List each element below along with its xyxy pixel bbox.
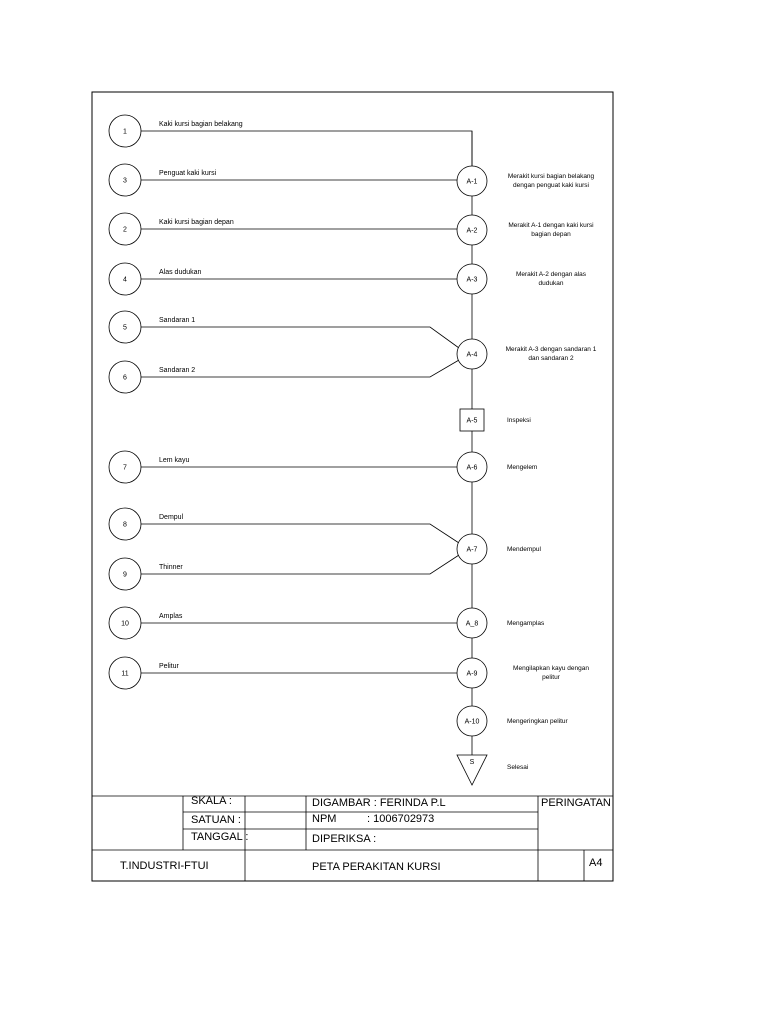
- component-label: Thinner: [159, 564, 183, 571]
- component-number: 5: [123, 324, 127, 332]
- component-number: 9: [123, 571, 127, 579]
- operation-description: Selesai: [507, 764, 529, 771]
- operation-node: [457, 452, 537, 482]
- satuan-label: SATUAN :: [191, 814, 241, 826]
- operation-node: [457, 658, 589, 688]
- operation-code: A-1: [466, 178, 478, 186]
- operation-description: Merakit A-3 dengan sandaran 1: [505, 346, 597, 353]
- tanggal-label: TANGGAL :: [191, 831, 249, 843]
- operation-description: dudukan: [538, 280, 564, 287]
- npm-value: : 1006702973: [367, 813, 435, 825]
- operation-description: Inspeksi: [507, 417, 531, 424]
- operation-node: [457, 166, 595, 196]
- operation-node: [457, 608, 545, 638]
- operation-code: A-9: [466, 670, 478, 678]
- component-number: 4: [123, 276, 127, 284]
- paper-size: A4: [589, 857, 603, 869]
- operation-node: [457, 264, 587, 294]
- operation-description: Merakit kursi bagian belakang: [507, 173, 595, 180]
- operation-code: A_8: [465, 620, 479, 628]
- diperiksa-label: DIPERIKSA :: [312, 833, 377, 845]
- operation-description: Mengeringkan pelitur: [507, 718, 568, 725]
- operation-code: A-7: [466, 546, 478, 554]
- component-number: 2: [123, 226, 127, 234]
- skala-label: SKALA :: [191, 795, 232, 807]
- operation-description: Mengamplas: [507, 620, 545, 627]
- component-number: 8: [123, 521, 127, 529]
- operation-description: Mengelem: [507, 464, 538, 471]
- operation-description: dan sandaran 2: [528, 355, 574, 362]
- operation-code: S: [469, 759, 475, 766]
- component-label: Dempul: [159, 514, 184, 521]
- operation-description: Merakit A-2 dengan alas: [515, 271, 587, 278]
- component-label: Sandaran 1: [159, 317, 196, 324]
- component-number: 6: [123, 374, 127, 382]
- institution-label: T.INDUSTRI-FTUI: [120, 860, 209, 872]
- operation-node: [457, 755, 528, 785]
- operation-description: Mengilapkan kayu dengan: [513, 665, 589, 672]
- operation-node: [457, 339, 597, 369]
- operation-description: Mendempul: [507, 546, 541, 553]
- component-number: 7: [123, 464, 127, 472]
- operation-code: A-4: [466, 351, 478, 359]
- component-label: Alas dudukan: [159, 269, 202, 276]
- component-label: Kaki kursi bagian belakang: [159, 121, 243, 128]
- component-number: 10: [121, 620, 129, 628]
- operation-description: bagian depan: [531, 231, 571, 238]
- component-line: [141, 327, 459, 348]
- component-number: 1: [123, 128, 127, 136]
- operation-code: A-10: [464, 718, 480, 726]
- component-label: Sandaran 2: [159, 367, 196, 374]
- component-number: 3: [123, 177, 127, 185]
- npm-label: NPM: [312, 813, 337, 825]
- peringatan-label: PERINGATAN: [541, 797, 611, 809]
- operation-node: [457, 215, 594, 245]
- component-line: [141, 524, 459, 543]
- operation-description: Merakit A-1 dengan kaki kursi: [508, 222, 594, 229]
- operation-code: A-2: [466, 227, 478, 235]
- component-number: 11: [121, 670, 129, 678]
- operation-description: pelitur: [542, 674, 560, 681]
- operation-node: [457, 534, 542, 564]
- component-label: Pelitur: [159, 663, 179, 670]
- digambar-label: DIGAMBAR : FERINDA P.L: [312, 797, 446, 809]
- component-label: Kaki kursi bagian depan: [159, 219, 234, 226]
- drawing-frame: [92, 92, 613, 881]
- component-label: Lem kayu: [159, 457, 190, 464]
- component-line: [141, 131, 472, 166]
- component-line: [141, 555, 459, 574]
- component-label: Penguat kaki kursi: [159, 170, 217, 177]
- operation-code: A-5: [466, 417, 478, 425]
- operation-code: A-6: [466, 464, 478, 472]
- operation-description: dengan penguat kaki kursi: [513, 182, 589, 189]
- operation-node: [457, 706, 569, 736]
- operation-node: [460, 409, 531, 431]
- component-label: Amplas: [159, 613, 183, 620]
- drawing-title: PETA PERAKITAN KURSI: [312, 861, 441, 873]
- operation-code: A-3: [466, 276, 478, 284]
